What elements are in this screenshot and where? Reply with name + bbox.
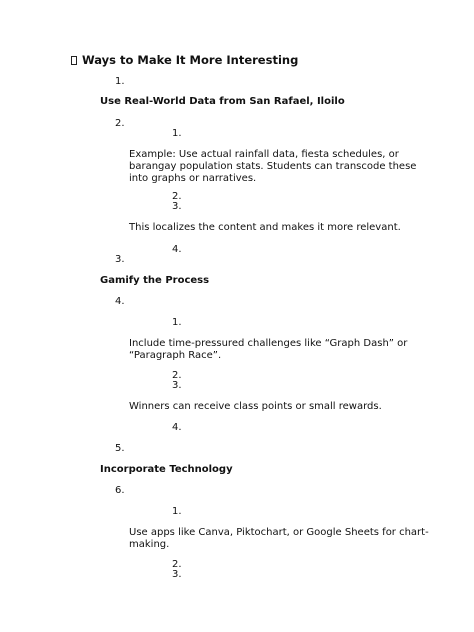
nested-list-number: 2. bbox=[172, 370, 182, 381]
nested-list-number: 1. bbox=[172, 128, 182, 139]
nested-list-number: 4. bbox=[172, 422, 182, 433]
list-number: 6. bbox=[115, 485, 125, 496]
nested-list-number: 3. bbox=[172, 380, 182, 391]
nested-list-number: 4. bbox=[172, 244, 182, 255]
list-number: 1. bbox=[115, 76, 125, 87]
example-paragraph: Include time-pressured challenges like “Graph Dash” or “Paragraph Race”. bbox=[129, 338, 408, 361]
section-heading: Incorporate Technology bbox=[100, 464, 233, 475]
nested-list-number: 2. bbox=[172, 559, 182, 570]
note-paragraph: Winners can receive class points or small rewards. bbox=[129, 401, 382, 412]
nested-list-number: 1. bbox=[172, 506, 182, 517]
page-title: Ways to Make It More Interesting bbox=[82, 53, 299, 67]
example-paragraph: Use apps like Canva, Piktochart, or Google Sheets for chart-making. bbox=[129, 527, 429, 550]
nested-list-number: 3. bbox=[172, 569, 182, 580]
missing-glyph-icon bbox=[71, 56, 77, 65]
list-number: 4. bbox=[115, 296, 125, 307]
example-paragraph: Example: Use actual rainfall data, fiesta schedules, or barangay population stats. Students can transcode these into graphs or narratives. bbox=[129, 149, 417, 184]
list-number: 2. bbox=[115, 118, 125, 129]
nested-list-number: 1. bbox=[172, 317, 182, 328]
nested-list-number: 2. bbox=[172, 191, 182, 202]
list-number: 3. bbox=[115, 254, 125, 265]
nested-list-number: 3. bbox=[172, 201, 182, 212]
section-heading: Gamify the Process bbox=[100, 275, 210, 286]
list-number: 5. bbox=[115, 443, 125, 454]
section-heading: Use Real-World Data from San Rafael, Iloilo bbox=[100, 96, 345, 107]
note-paragraph: This localizes the content and makes it more relevant. bbox=[129, 222, 401, 233]
